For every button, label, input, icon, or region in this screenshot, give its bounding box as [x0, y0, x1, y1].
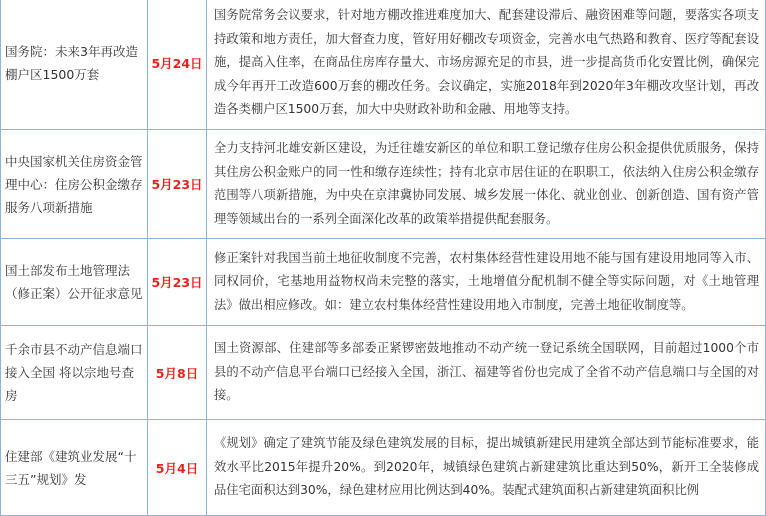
table-row	[1, 326, 766, 420]
row-topic: 中央国家机关住房资金管理中心：住房公积金缴存服务八项新措施	[1, 130, 148, 239]
row-date: 5月23日	[148, 239, 207, 326]
row-topic: 千余市县不动产信息端口接入全国 将以宗地号查房	[1, 326, 148, 420]
table-row	[1, 0, 766, 130]
row-topic: 国务院：未来3年再改造棚户区1500万套	[1, 0, 148, 130]
row-topic: 住建部《建筑业发展“十三五”规划》发	[1, 420, 148, 516]
row-date: 5月23日	[148, 130, 207, 239]
row-content: 修正案针对我国当前土地征收制度不完善，农村集体经营性建设用地不能与国有建设用地同等入市、同权同价，宅基地用益物权尚未完整的落实，土地增值分配机制不健全等实际问题，对《土地管理法》做出相应修改。如：建立农村集体经营性建设用地入市制度，完善土地征收制度等。	[207, 239, 766, 326]
row-date: 5月8日	[148, 326, 207, 420]
row-content: 全力支持河北雄安新区建设，为迁往雄安新区的单位和职工登记缴存住房公积金提供优质服务，保持其住房公积金账户的同一性和缴存连续性；持有北京市居住证的在职职工，依法纳入住房公积金缴存范围等八项新措施，为中央在京津冀协同发展、城乡发展一体化、就业创业、创新创造、国有资产管理等领域出台的一系列全面深化改革的政策举措提供配套服务。	[207, 130, 766, 239]
row-date: 5月24日	[148, 0, 207, 130]
row-content: 《规划》确定了建筑节能及绿色建筑发展的目标，提出城镇新建民用建筑全部达到节能标准要求，能效水平比2015年提升20%。到2020年，城镇绿色建筑占新建建筑比重达到50%，新开工全装修成品住宅面积达到30%，绿色建材应用比例达到40%。装配式建筑面积占新建建筑面积比例	[207, 420, 766, 516]
table-row	[1, 130, 766, 239]
row-content: 国土资源部、住建部等多部委正紧锣密鼓地推动不动产统一登记系统全国联网，目前超过1000个市县的不动产信息平台端口已经接入全国，浙江、福建等省份也完成了全省不动产信息端口与全国的对接。	[207, 326, 766, 420]
table-row	[1, 420, 766, 516]
row-content: 国务院常务会议要求，针对地方棚改推进难度加大、配套建设滞后、融资困难等问题，要落实各项支持政策和地方责任，加大督查力度，管好用好棚改专项资金，完善水电气热路和教育、医疗等配套设施，提高入住率，在商品住房库存量大、市场房源充足的市县，进一步提高货币化安置比例，确保完成今年再开工改造600万套的棚改任务。会议确定，实施2018年到2020年3年棚改攻坚计划，再改造各类棚户区1500万套，加大中央财政补助和金融、用地等支持。	[207, 0, 766, 130]
row-date: 5月4日	[148, 420, 207, 516]
table-row	[1, 239, 766, 326]
row-topic: 国土部发布土地管理法（修正案）公开征求意见	[1, 239, 148, 326]
